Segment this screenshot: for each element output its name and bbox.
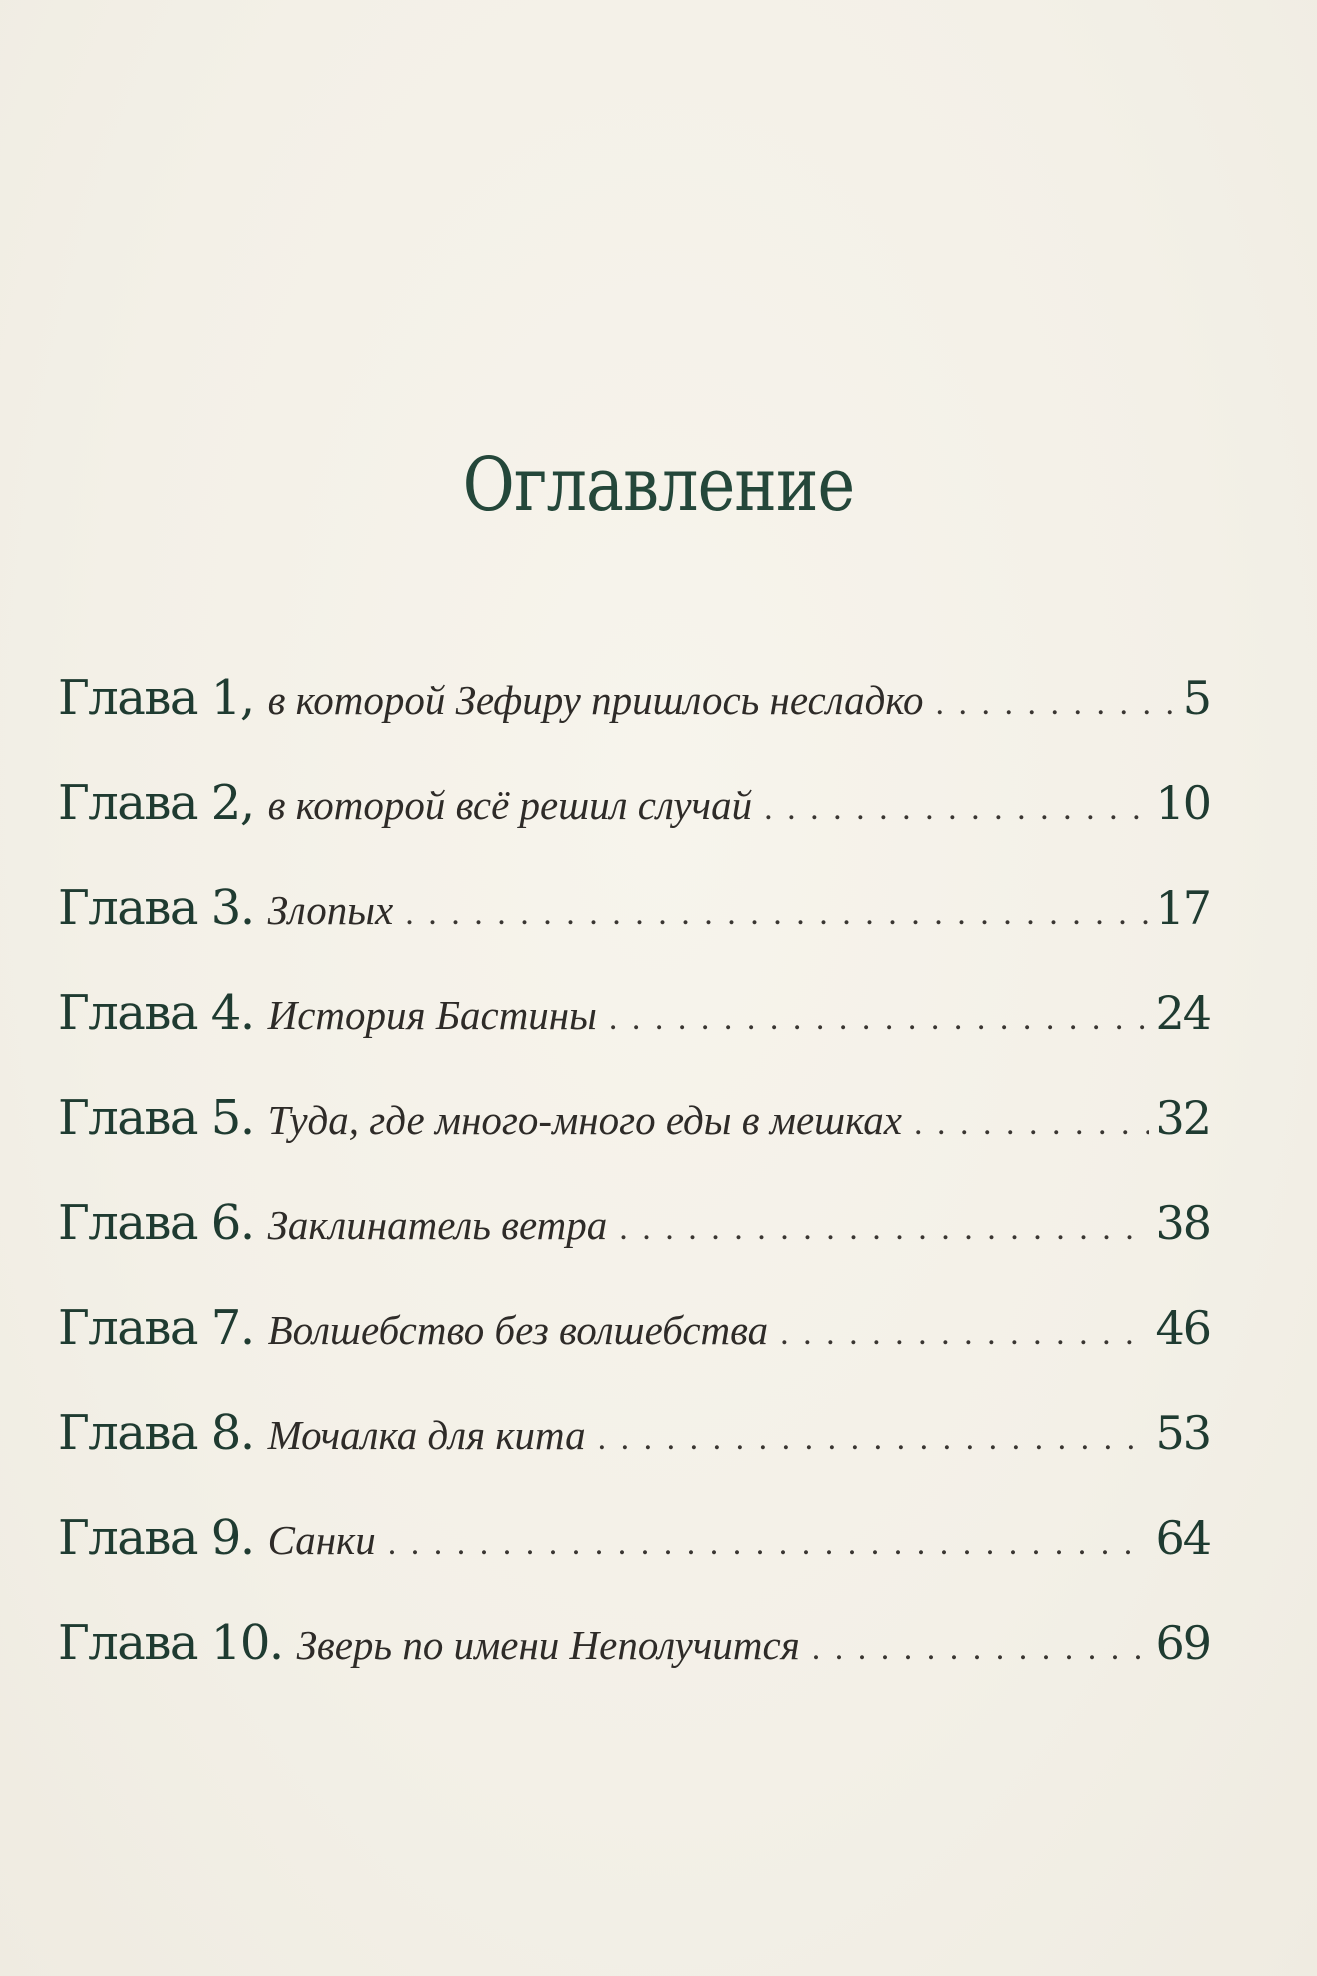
chapter-label: Глава 7. [58,1300,254,1356]
dot-leader [609,1000,1150,1038]
toc-entry[interactable] [58,1405,1210,1475]
toc-entry[interactable] [58,775,1210,845]
toc-entry[interactable] [58,1615,1210,1685]
chapter-subtitle: Санки [267,1517,376,1563]
chapter-subtitle: Туда, где много-много еды в мешках [267,1097,902,1143]
dot-leader [812,1630,1150,1668]
page-number: 64 [1155,1511,1210,1565]
page-number: 38 [1155,1196,1210,1250]
page-number: 24 [1155,986,1210,1040]
page-number: 46 [1155,1301,1210,1355]
chapter-label: Глава 9. [58,1510,254,1566]
toc-entry[interactable] [58,1510,1210,1580]
chapter-subtitle: в которой Зефиру пришлось несладко [267,677,924,723]
page-number: 69 [1155,1616,1210,1670]
chapter-label: Глава 10. [58,1615,283,1671]
chapter-subtitle: в которой всё решил случай [267,782,753,828]
chapter-label: Глава 4. [58,985,254,1041]
dot-leader [598,1420,1150,1458]
toc-entry[interactable] [58,1195,1210,1265]
chapter-label: Глава 2, [58,775,254,831]
dot-leader [914,1105,1149,1143]
dot-leader [619,1210,1149,1248]
dot-leader [388,1525,1150,1563]
chapter-label: Глава 6. [58,1195,254,1251]
chapter-subtitle: Зверь по имени Неполучится [296,1622,800,1668]
chapter-subtitle: Волшебство без волшебства [267,1307,769,1353]
toc-entry[interactable] [58,1300,1210,1370]
chapter-subtitle: Мочалка для кита [267,1412,586,1458]
page-title: Оглавление [462,442,855,528]
toc-entry[interactable] [58,670,1210,740]
chapter-label: Глава 1, [58,670,254,726]
chapter-subtitle: История Бастины [267,992,597,1038]
dot-leader [405,895,1149,933]
chapter-label: Глава 3. [58,880,254,936]
dot-leader [780,1315,1149,1353]
toc-entry[interactable] [58,985,1210,1055]
page-number: 53 [1155,1406,1210,1460]
dot-leader [935,685,1176,723]
toc-entry[interactable] [58,880,1210,950]
page-number: 5 [1182,671,1210,725]
dot-leader [764,790,1149,828]
chapter-subtitle: Злопых [267,887,394,933]
page-number: 17 [1155,881,1210,935]
chapter-label: Глава 8. [58,1405,254,1461]
page-number: 32 [1155,1091,1210,1145]
chapter-label: Глава 5. [58,1090,254,1146]
page-number: 10 [1155,776,1210,830]
chapter-subtitle: Заклинатель ветра [267,1202,608,1248]
toc-entry[interactable] [58,1090,1210,1160]
